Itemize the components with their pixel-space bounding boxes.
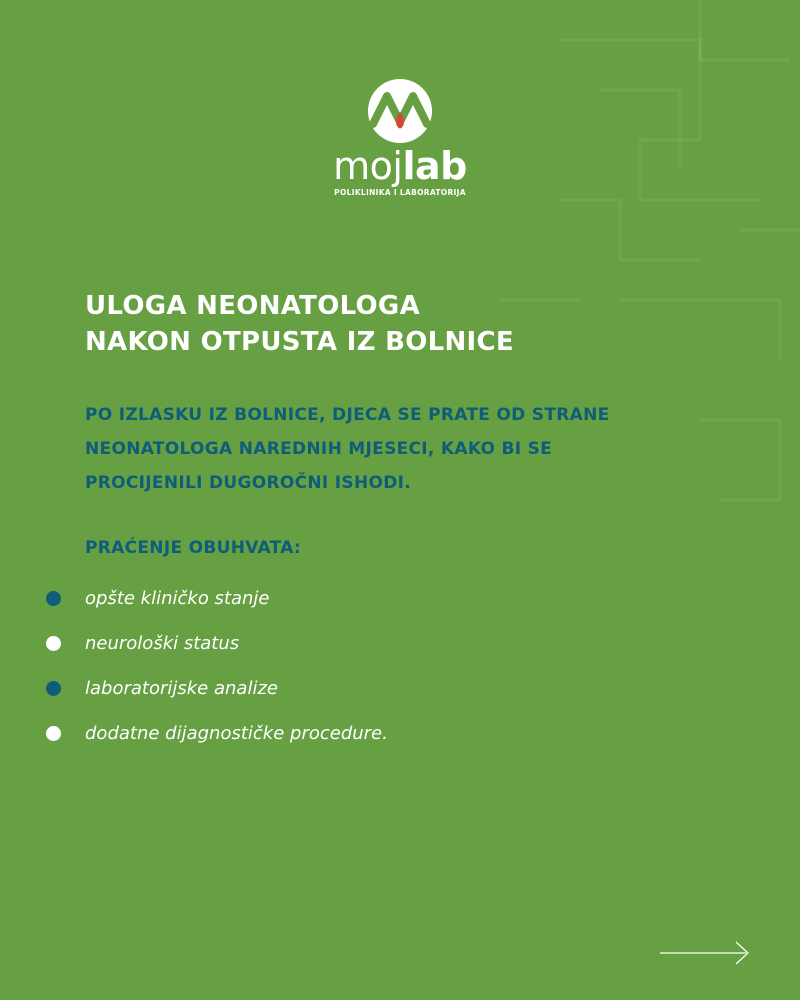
intro-line-3: PROCIJENILI DUGOROČNI ISHODI. <box>85 473 412 493</box>
list-item-label: laboratorijske analize <box>85 678 278 699</box>
page-title <box>85 288 725 360</box>
list-item <box>46 711 646 756</box>
bullet-dot-icon <box>46 681 61 696</box>
list-item-label: dodatne dijagnostičke procedure. <box>85 723 388 744</box>
bullet-dot-icon <box>46 726 61 741</box>
list-item <box>46 621 646 666</box>
mojlab-logo-icon <box>367 78 433 144</box>
list-item <box>46 666 646 711</box>
page-title-line-1: ULOGA NEONATOLOGA <box>85 291 421 321</box>
list-item-label: neurološki status <box>85 633 240 654</box>
arrow-right-icon[interactable] <box>658 940 752 966</box>
brand-tagline: POLIKLINIKA I LABORATORIJA <box>334 188 466 197</box>
page-title-line-2: NAKON OTPUSTA IZ BOLNICE <box>85 327 514 357</box>
brand-part-lab: lab <box>402 144 467 188</box>
intro-paragraph <box>85 398 725 500</box>
intro-line-1: PO IZLASKU IZ BOLNICE, DJECA SE PRATE OD STRANE <box>85 405 610 425</box>
list-item-label: opšte kliničko stanje <box>85 588 270 609</box>
brand-name <box>300 146 500 186</box>
list-item <box>46 576 646 621</box>
bullet-dot-icon <box>46 591 61 606</box>
bullet-dot-icon <box>46 636 61 651</box>
intro-line-2: NEONATOLOGA NAREDNIH MJESECI, KAKO BI SE <box>85 439 553 459</box>
mojlab-logo <box>300 78 500 197</box>
section-subheading: PRAĆENJE OBUHVATA: <box>85 538 302 558</box>
brand-part-moj: moj <box>333 144 403 188</box>
monitoring-list <box>46 576 646 756</box>
